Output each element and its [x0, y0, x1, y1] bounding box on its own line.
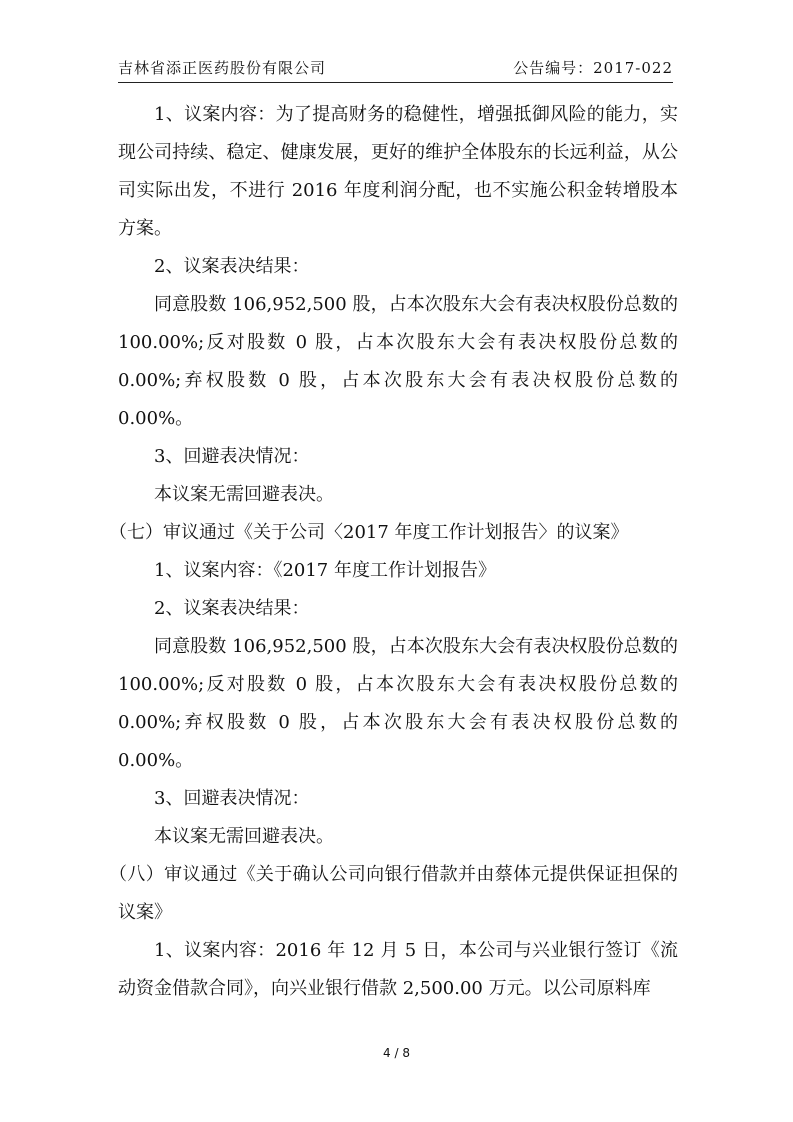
paragraph: 2、议案表决结果：: [154, 256, 310, 277]
page-header: [118, 56, 673, 83]
page-number: 4 / 8: [383, 1046, 410, 1060]
paragraph: 本议案无需回避表决。: [154, 826, 334, 847]
paragraph: 3、回避表决情况：: [154, 788, 310, 809]
paragraph: 1、议案内容：《2017 年度工作计划报告》: [154, 560, 496, 581]
section-heading: （八）审议通过《关于确认公司向银行借款并由蔡体元提供保证担保的议案》: [109, 864, 678, 923]
paragraph: 同意股数 106,952,500 股，占本次股东大会有表决权股份总数的 100.00%;反对股数 0 股，占本次股东大会有表决权股份总数的 0.00%;弃权股数 0 股，占本次股东大会有表决权股份总数的 0.00%。: [118, 294, 678, 429]
paragraph: 1、议案内容：2016 年 12 月 5 日，本公司与兴业银行签订《流动资金借款合同》，向兴业银行借款 2,500.00 万元。以公司原料库: [118, 940, 678, 999]
notice-number: 公告编号：2017-022: [513, 59, 673, 77]
paragraph: 同意股数 106,952,500 股，占本次股东大会有表决权股份总数的 100.00%;反对股数 0 股，占本次股东大会有表决权股份总数的 0.00%;弃权股数 0 股，占本次股东大会有表决权股份总数的 0.00%。: [118, 636, 678, 771]
section-heading: （七）审议通过《关于公司〈2017 年度工作计划报告〉的议案》: [109, 522, 629, 543]
paragraph: 2、议案表决结果：: [154, 598, 310, 619]
paragraph: 1、议案内容：为了提高财务的稳健性，增强抵御风险的能力，实现公司持续、稳定、健康发展，更好的维护全体股东的长远利益，从公司实际出发，不进行 2016 年度利润分配，也不实施公积金转增股本方案。: [118, 104, 678, 239]
company-name: 吉林省添正医药股份有限公司: [118, 59, 327, 77]
paragraph: 3、回避表决情况：: [154, 446, 310, 467]
paragraph: 本议案无需回避表决。: [154, 484, 334, 505]
document-body: [109, 96, 678, 1008]
